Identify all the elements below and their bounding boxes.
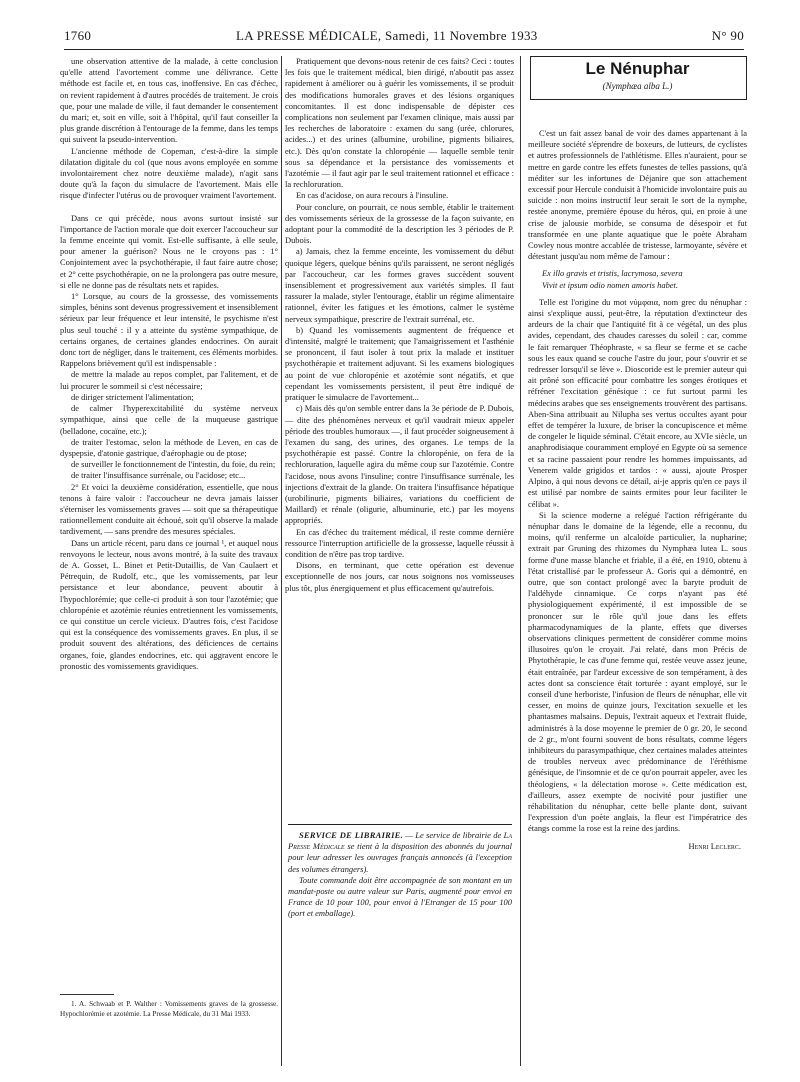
notice-paragraph: Toute commande doit être accompagnée de son montant en un mandat-poste ou autre valeur sur Paris, augmenté pour envoi en France de 10 pour 100, pour envoi à l'Etranger de 15 pour 100 (port et emballage). (288, 874, 512, 919)
journal-title: LA PRESSE MÉDICALE, Samedi, 11 Novembre 1933 (236, 28, 538, 43)
paragraph: Pour conclure, on pourrait, ce nous semble, établir le traitement des vomissements sérieux de la grossesse de la façon suivante, en adoptant pour la commodité de la description les 3 périodes de P. Dubois. (285, 201, 514, 246)
article-column-middle (285, 56, 514, 816)
paragraph: Telle est l'origine du mot νύμφαια, nom grec du nénuphar : ainsi s'explique aussi, peut-être, la réputation d'extincteur des ardeurs de la chair que l'antiquité fit à ce végétal, un des plus avides, cependant, des chaudes caresses du soleil : car, comme le fait remarquer Théophraste, « sa fleur se ferme et se cache sous les eaux quand se couche l'astre du jour, pour s'ouvrir et se redresser lorsqu'il se lève ». Dioscoride est le premier auteur qui ait prôné son efficacité pour combattre les songes érotiques et réfréner l'excitation génésique : ce fut surtout parmi les médecins arabes que ses enseignements trouvèrent des partisans. Aben-Sina attribuait au Nilupha ses vertus occultes ayant pour effet de tempérer la luxure, de briser la concupiscence et même de congeler le liquide séminal. C'était encore, au XVIe siècle, un anaphrodisiaque couramment employé en Egypte où sa semence et sa racine passaient pour rendre les hommes impuissants, ad Venerem valde grigidos et tardos : « aussi, ajoute Prosper Alpino, à qui nous devons ce détail, ai-je appris qu'en ce pays il est utilisé par nombre de saints ermites pour leur faciliter le célibat ». (528, 296, 747, 509)
page-header (64, 10, 744, 44)
paragraph: b) Quand les vomissements augmentent de fréquence et d'intensité, malgré le traitement; que l'amaigrissement et l'asthénie se prononcent, il faut isoler à tout prix la malade et instituer psychothérapie et traitement adjuvant. Si les examens biologiques au point de vue chloropénie et azotémie sont négatifs, et que cependant les vomissements persistent, il peut être indiqué de pratiquer le simulacre de l'avortement... (285, 324, 514, 403)
verse-line: Ex illo gravis et tristis, lacrymosa, severa Vivit et ipsum odio nomen amoris habet. (542, 268, 683, 290)
paragraph: de calmer l'hyperexcitabilité du système nerveux sympathique, ainsi que celle de la muqueuse gastrique (belladone, cocaïne, etc.); (60, 403, 278, 436)
paragraph: de traiter l'estomac, selon la méthode de Leven, en cas de dyspepsie, d'atonie gastrique, d'aérophagie ou de ptose; (60, 436, 278, 458)
article-subtitle: (Nymphæa alba L.) (602, 81, 673, 91)
paragraph: Disons, en terminant, que cette opération est devenue exceptionnelle de nos jours, car nous soignons nos vomisseuses plus tôt, plus énergiquement et plus efficacement qu'autrefois. (285, 560, 514, 593)
paragraph: c) Mais dès qu'on semble entrer dans la 3e période de P. Dubois, — dite des phénomènes nerveux et qu'il vaudrait mieux appeler période des troubles humoraux —, il faut procéder soigneusement à l'examen du sang, des urines, des organes. Le temps de la psychothérapie est passé. Contre la chloropénie, on fera de la rechloruration, laquelle agira du même coup sur l'azotémie. Contre l'acidose, nous avons l'insuline; contre l'insuffisance surrénale, les injections d'extrait de la glande. On traitera l'insuffisance hépatique (urobilinurie, pigments biliaires, variations du coefficient de Maillard) et rénale (oligurie, albuminurie, etc.) par les moyens appropriés. (285, 403, 514, 526)
paragraph: de surveiller le fonctionnement de l'intestin, du foie, du rein; (71, 459, 276, 470)
footnote (60, 1000, 278, 1019)
paragraph: Si la science moderne a relégué l'action réfrigérante du nénuphar dans le domaine de la légende, elle a reconnu, du moins, qu'il renferme un alcaloïde particulier, la nupharine; extrait par Gruning des rhizomes du Nymphæa lutea L. sous forme d'une masse blanche et friable, il a été, en 1910, obtenu à l'état cristallisé par le professeur A. Goris qui a démontré, en outre, que son contact prolongé avec la baryte produit de l'aldéhyde cinnamique. Ce corps n'ayant pas été physiologiquement expérimenté, il est impossible de se prononcer sur le rôle qu'il joue dans les effets pharmacodynamiques de la plante, effets que diverses observations cliniques permettent de considérer comme moins illusoires qu'on le croyait. J'ai relaté, dans mon Précis de Phytothérapie, le cas d'une femme qui, restée veuve assez jeune, était entraînée, par l'ardeur excessive de son tempérament, à des actes dont sa conscience était torturée : ayant employé, sur le conseil d'une herboriste, l'infusion de fleurs de nénuphar, elle vit cesser, en moins de quinze jours, l'excitation sexuelle et les phantasmes malsains. Depuis, l'extrait aqueux et l'extrait fluide, administrés à la dose moyenne le premier de 0 gr. 20, le second de 2 gr., m'ont fourni souvent de bons résultats, comme légers inhibiteurs du parasympathique, chez certaines malades atteintes de troubles nerveux avec prédominance de l'éréthisme génésique, de l'insomnie et de ce qu'on pourrait appeler, avec les théologiens, « la délectation morose ». Cette médication est, d'ailleurs, assez exempte de nocivité pour justifier une réhabilitation du nénuphar, cette belle plante dont, suivant l'expression d'un poète anglais, la fleur est l'impératrice des étangs comme la rose est la reine des jardins. (528, 509, 747, 834)
header-rule (64, 49, 744, 50)
bookshop-notice (288, 830, 512, 920)
issue-number: N° 90 (711, 28, 744, 43)
paragraph: Pratiquement que devons-nous retenir de ces faits? Ceci : toutes les fois que le traitement médical, bien dirigé, n'aboutit pas assez rapidement à améliorer ou à guérir les vomissements, il se produit des modifications humorales graves et des lésions organiques concomitantes. Il est donc indispensable de dépister ces complications non seulement par l'examen clinique, mais aussi par les recherches de laboratoire : examen du sang (urée, chlorures, acides...) et des urines (albumine, urobiline, pigments biliaires, etc.). Dès qu'on constate la chloropénie — laquelle semble tenir sous sa dépendance et la persistance des vomissements et l'azotémie — il faut agir par le seul traitement rationnel et efficace : la rechloruration. (285, 56, 514, 190)
paragraph: L'ancienne méthode de Copeman, c'est-à-dire la simple dilatation digitale du col (que nous avons employée en somme involontairement chez notre deuxième malade), n'agit sans doute qu'à la façon du simulacre de l'avortement. Mais elle risque d'infecter l'utérus ou de provoquer vraiment l'avortement. (60, 145, 278, 201)
paragraph: 1° Lorsque, au cours de la grossesse, des vomissements simples, bénins sont devenus progressivement et insensiblement sérieux par leur fréquence et leur intensité, le psychisme n'est plus seul touché : il y a atteinte du système sympathique, de certains organes, de certaines glandes endocrines. On aurait donc tort de négliger, dans le traitement, ces éléments morbides. Rappelons brièvement qu'il est indispensable : (60, 291, 278, 369)
notice-text: se tient à la disposition des abonnés du journal pour leur adresser les ouvrages français annoncés (à l'exception des volumes étrangers). (288, 841, 512, 874)
paragraph: de mettre la malade au repos complet, par l'alitement, et de lui procurer le sommeil si c'est nécessaire; (60, 369, 278, 391)
paragraph: 2° Et voici la deuxième considération, essentielle, que nous tenons à faire valoir : l'accoucheur ne devra jamais laisser s'éterniser les vomissements graves — soit que sa thérapeutique rationnellement conduite ait échoué, soit qu'il observe la malade tardivement, — sans prendre des mesures spéciales. (60, 481, 278, 537)
footnote-rule (60, 994, 114, 995)
paragraph: En cas d'échec du traitement médical, il reste comme dernière ressource l'interruption artificielle de la grossesse, laquelle réussit à condition de n'être pas trop tardive. (285, 526, 514, 559)
paragraph: de diriger strictement l'alimentation; (71, 391, 194, 402)
notice-paragraph (288, 830, 512, 875)
notice-rule-top (288, 824, 512, 825)
article-column-left (60, 56, 278, 956)
page-number: 1760 (64, 28, 92, 43)
column-divider-left (281, 56, 282, 1066)
notice-title: SERVICE DE LIBRAIRIE. (299, 830, 404, 840)
paragraph: a) Jamais, chez la femme enceinte, les vomissement du début quoique légers, quelque bénins qu'ils paraissent, ne seront négligés par l'accoucheur, car les formes graves succèdent souvent insensiblement et progressivement aux variétés simples. Il faut rassurer la malade, styler l'entourage, établir un régime alimentaire rationnel, éviter les fatigues et les émotions, calmer le système nerveux sympathique, prescrire de l'extrait surrénal, etc. (285, 246, 514, 324)
footnote-text: 1. A. Schwaab et P. Walther : Vomissements graves de la grossesse. Hypochlorémie et azotémie. La Presse Médicale, du 31 Mai 1933. (60, 1000, 278, 1018)
notice-text: — Le service de librairie de (403, 830, 504, 840)
paragraph: En cas d'acidose, on aura recours à l'insuline. (296, 190, 449, 201)
paragraph: Dans ce qui précède, nous avons surtout insisté sur l'importance de l'action morale que doit exercer l'accoucheur sur la femme enceinte qui vomit. Est-elle suffisante, à elle seule, pour amener la guérison? Nous ne le croyons pas : 1° Conjointement avec la psychothérapie, il faut faire autre chose; et 2° cette psychothérapie, on ne la prolongera pas outre mesure, si elle ne donne pas de résultats nets et rapides. (60, 212, 278, 290)
paragraph: C'est un fait assez banal de voir des dames appartenant à la meilleure société s'éprendre de boxeurs, de lutteurs, de cyclistes et autres professionnels de l'athlétisme. Elles n'auraient, pour se mettre en garde contre les effets funestes de telles passions, qu'à méditer sur les infortunes de Déjanire que son attachement excessif pour Hercule conduisit à l'homicide involontaire puis au suicide : non moins instructif leur serait le sort de la nymphe, restée anonyme, première épouse du héros, qui, en proie à une crise de jalousie morbide, se consuma de désespoir et fut transformée en une plante aquatique que le poète Abraham Cowley nous montre accablée de tristesse, larmoyante, sévère et détestant jusqu'au nom même de l'amour : (528, 128, 747, 262)
article-title: Le Nénuphar (585, 59, 690, 78)
article-column-right (528, 128, 747, 851)
paragraph: une observation attentive de la malade, à cette conclusion qu'elle attend l'avortement comme une délivrance. Cette méthode est facile et, en tous cas, inoffensive. En cas d'échec, on revient rapidement à d'autres procédés de traitement. Je crois que, pour une malade de ville, il faut demander le consentement du mari; et, soit en ville, soit à l'hôpital, qu'il faut conseiller la plus grande discrétion à l'entourage de la femme, dans les temps qui suivent la pseudo-intervention. (60, 56, 278, 145)
paragraph: de traiter l'insuffisance surrénale, ou l'acidose; etc... (71, 470, 246, 481)
author-signature: Henri Leclerc. (688, 840, 741, 851)
column-divider-right (520, 56, 521, 1066)
notice-journal-name: La Presse Médicale (288, 830, 512, 852)
paragraph: Dans un article récent, paru dans ce journal ¹, et auquel nous renvoyons le lecteur, nous avons montré, à la suite des travaux de A. Gosset, L. Binet et Petit-Dutaillis, de Van Caulaert et Pétrequin, de Rudolf, etc., que les vomissements, par leur persistance et leur abondance, peuvent aboutir à l'hypochlorémie; que celle-ci produit à son tour l'azotémie; que chloropénie et azotémie réunies entretiennent les vomissements, ce qui constitue un cercle vicieux. D'autres fois, c'est l'acidose qui est la conséquence des vomissements graves. En plus, il se produit souvent des altérations, des déficiences de certains organes, foie, glandes endocrines, etc. qui aggravent encore le pronostic des vomissements gravidiques. (60, 537, 278, 671)
